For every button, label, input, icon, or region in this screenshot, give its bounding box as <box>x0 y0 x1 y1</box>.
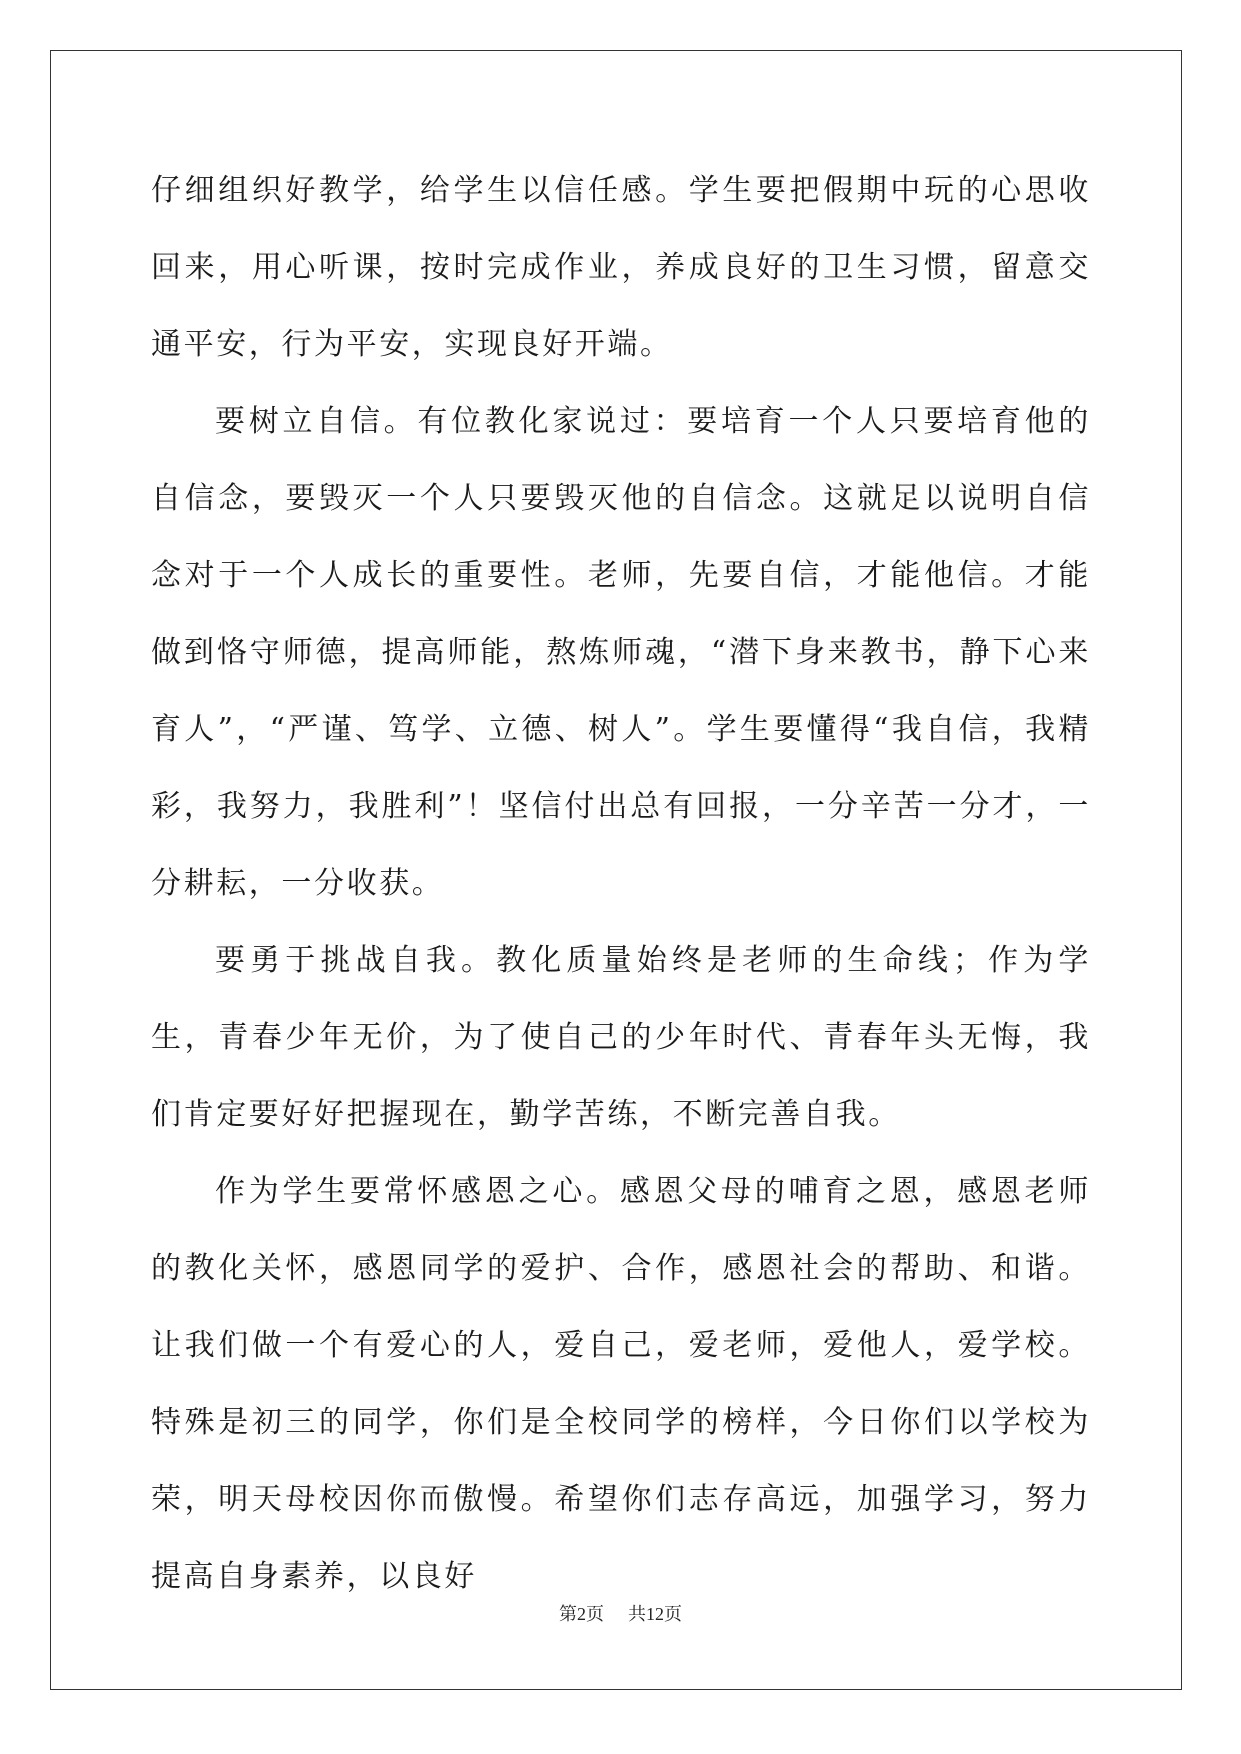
page-total: 共12页 <box>628 1604 682 1624</box>
page-footer <box>0 1600 1241 1626</box>
paragraph: 作为学生要常怀感恩之心。感恩父母的哺育之恩，感恩老师的教化关怀，感恩同学的爱护、合作，感恩社会的帮助、和谐。让我们做一个有爱心的人，爱自己，爱老师，爱他人，爱学校。特殊是初三的同学，你们是全校同学的榜样，今日你们以学校为荣，明天母校因你而傲慢。希望你们志存高远，加强学习，努力提高自身素养，以良好 <box>151 1174 1091 1594</box>
page-number: 第2页 <box>559 1604 604 1624</box>
paragraph: 要树立自信。有位教化家说过：要培育一个人只要培育他的自信念，要毁灭一个人只要毁灭他的自信念。这就足以说明自信念对于一个人成长的重要性。老师，先要自信，才能他信。才能做到恪守师德，提高师能，熬炼师魂，“潜下身来教书，静下心来育人”，“严谨、笃学、立德、树人”。学生要懂得“我自信，我精彩，我努力，我胜利”！坚信付出总有回报，一分辛苦一分才，一分耕耘，一分收获。 <box>151 404 1091 901</box>
document-body <box>151 152 1091 1615</box>
paragraph: 仔细组织好教学，给学生以信任感。学生要把假期中玩的心思收回来，用心听课，按时完成作业，养成良好的卫生习惯，留意交通平安，行为平安，实现良好开端。 <box>151 173 1091 362</box>
paragraph: 要勇于挑战自我。教化质量始终是老师的生命线；作为学生，青春少年无价，为了使自己的少年时代、青春年头无悔，我们肯定要好好把握现在，勤学苦练，不断完善自我。 <box>151 943 1091 1132</box>
